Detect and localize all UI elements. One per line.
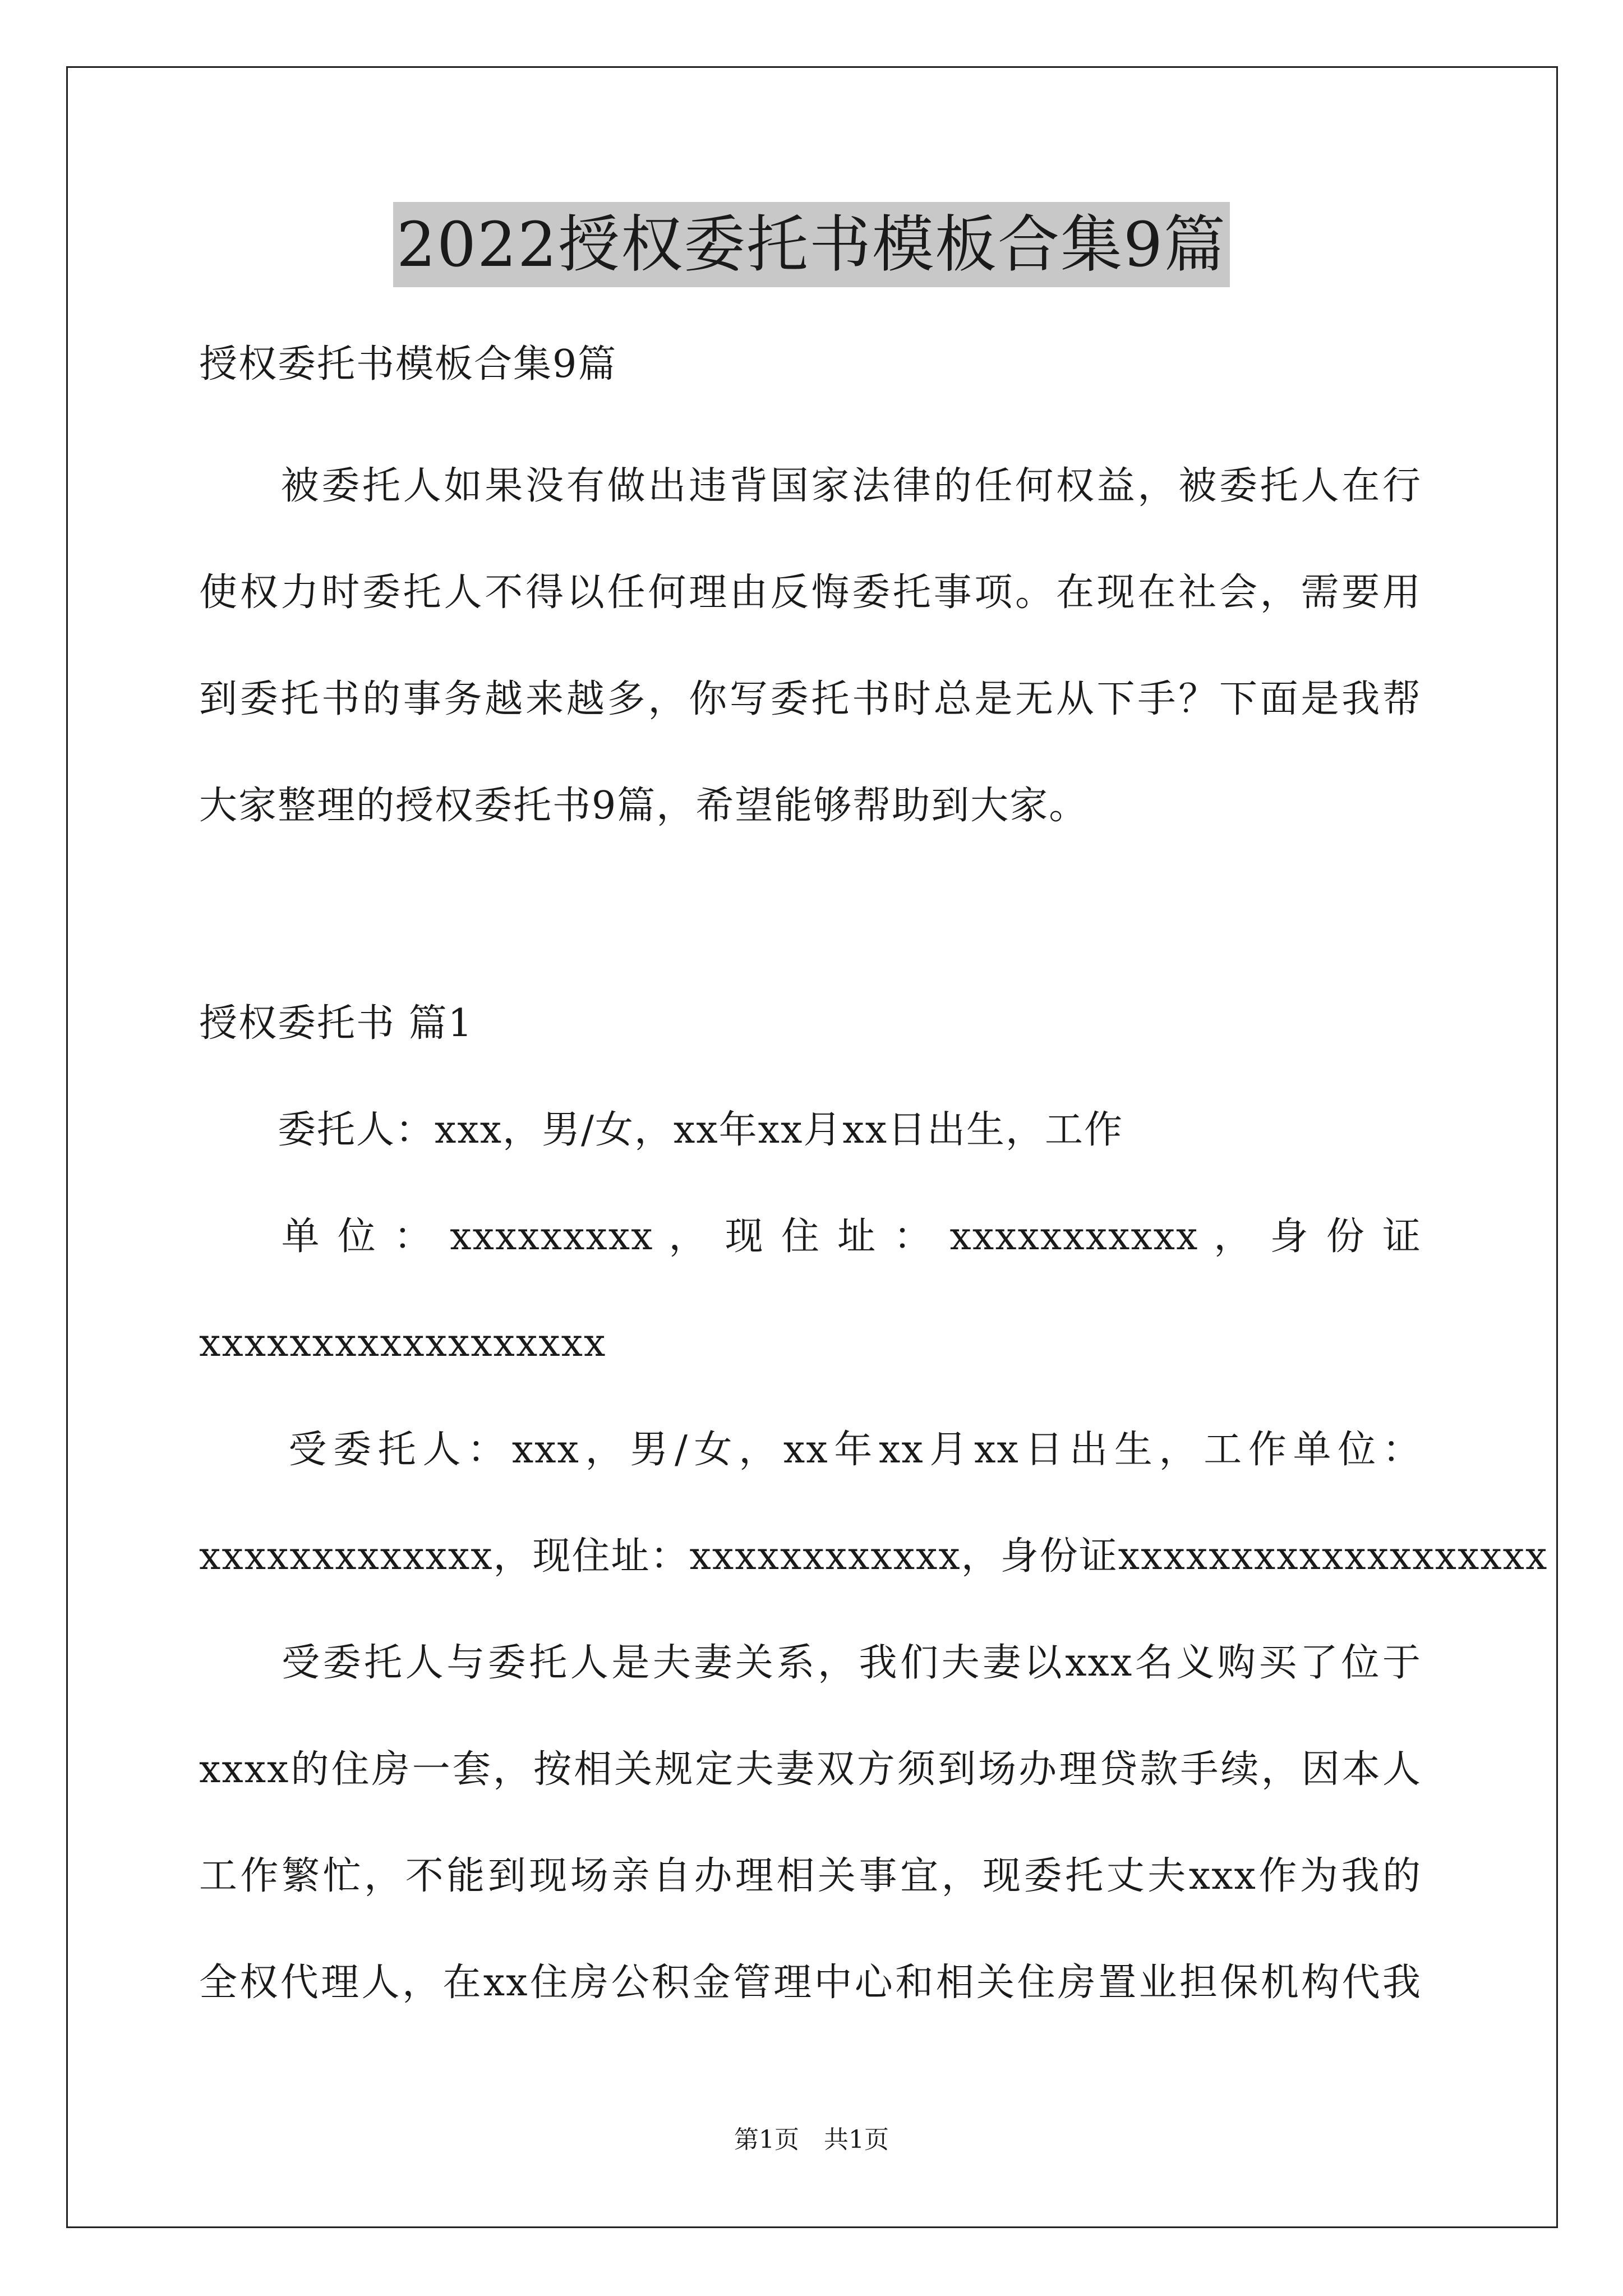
paragraph-line: 全权代理人，在xx住房公积金管理中心和相关住房置业担保机构代我: [199, 1961, 1422, 2005]
page-number: 第1页 共1页: [734, 2125, 889, 2154]
document-title: 2022授权委托书模板合集9篇: [393, 202, 1230, 287]
paragraph-line: 被委托人如果没有做出违背国家法律的任何权益，被委托人在行: [199, 464, 1422, 508]
intro-heading: 授权委托书模板合集9篇: [199, 342, 617, 386]
section-heading: 授权委托书 篇1: [199, 1001, 473, 1046]
paragraph-line: 使权力时委托人不得以任何理由反悔委托事项。在现在社会，需要用: [199, 570, 1422, 615]
paragraph-line: xxxxxxxxxxxxxxxxxx: [199, 1321, 607, 1365]
paragraph-line: xxxx的住房一套，按相关规定夫妻双方须到场办理贷款手续，因本人: [199, 1747, 1422, 1792]
paragraph-line: 受委托人与委托人是夫妻关系，我们夫妻以xxx名义购买了位于: [199, 1641, 1422, 1685]
paragraph-line: xxxxxxxxxxxxx，现住址：xxxxxxxxxxxx，身份证xxxxxxxxxxxxxxxxxxx: [199, 1534, 1548, 1579]
paragraph-line: 单 位 ： xxxxxxxxx ， 现 住 址 ： xxxxxxxxxxx ， 身 份 证: [199, 1214, 1422, 1259]
paragraph-line: 受委托人：xxx，男/女，xx年xx月xx日出生，工作单位：: [199, 1428, 1422, 1472]
title-container: [0, 202, 1623, 287]
paragraph-line: 委托人：xxx，男/女，xx年xx月xx日出生，工作: [199, 1108, 1124, 1152]
paragraph-line: 到委托书的事务越来越多，你写委托书时总是无从下手？下面是我帮: [199, 677, 1422, 721]
paragraph-line: 工作繁忙，不能到现场亲自办理相关事宜，现委托丈夫xxx作为我的: [199, 1854, 1422, 1898]
paragraph-line: 大家整理的授权委托书9篇，希望能够帮助到大家。: [199, 784, 1089, 828]
